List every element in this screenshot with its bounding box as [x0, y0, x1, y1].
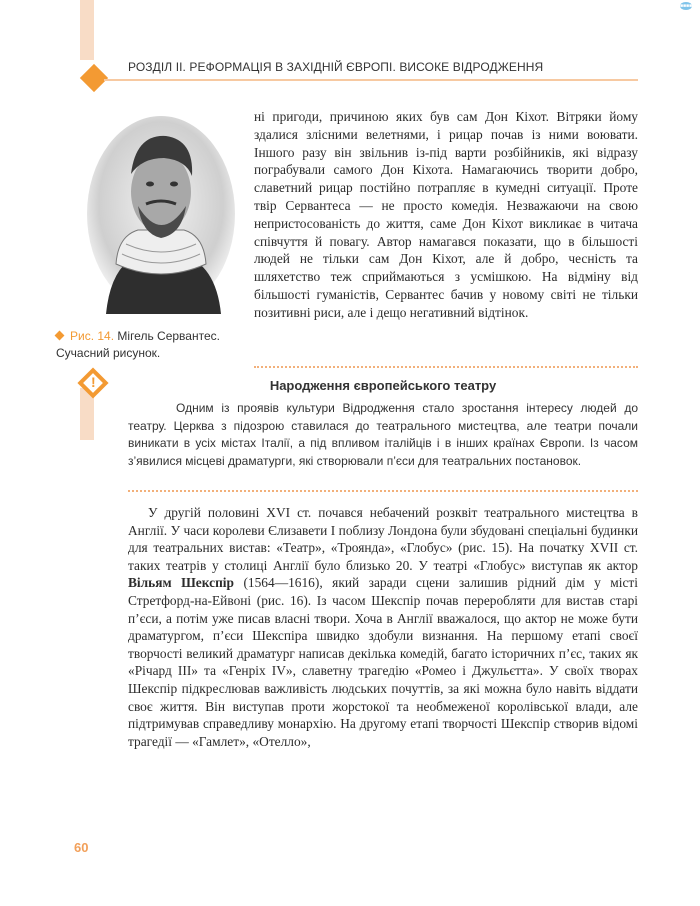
header-diamond-icon: [80, 64, 108, 92]
body-paragraph-main: [128, 504, 638, 750]
figure-label: Рис. 14.: [70, 329, 115, 343]
main-text-part-1: У другій половині XVI ст. почався небачений розквіт театрального мистецтва в Англії. У часи королеви Єлизавети І поблизу Лондона були збудовані спеціальні будинки для театральних вистав: «Театр», «Троянда», «Глобус» (рис. 15). На початку XVII ст. таких театрів у столиці Англії було близько 20. У театрі «Глобус» виступав як актор: [128, 505, 638, 573]
dotted-divider-lower: [128, 490, 638, 492]
shakespeare-name: Вільям Шекспір: [128, 575, 234, 591]
dotted-divider-upper: [254, 366, 638, 368]
figure-caption-text: Мігель Сервантес. Сучасний рисунок.: [56, 329, 220, 360]
publisher-logo-icon: ■■■■: [680, 3, 693, 9]
header-rule: [104, 79, 638, 81]
main-text-part-2: (1564—1616), який заради сцени залишив рідний дім у місті Стретфорд-на-Ейвоні (рис. 16). Із часом Шекспір почав переробляти для вистав старі п’єси, а потім уже писав власні твори. Хоча в Англії вважалося, що актор не може бути драматургом, п’єси Шекспіра швидко здобули визнання. На першому етапі своєї творчості великий драматург написав декілька комедій, багато історичних п’єс, таких як «Річард ІІІ» та «Генріх IV», славетну трагедію «Ромео і Джульєтта». У своїх творах Шекспір підкреслював важливість людських почуттів, за які можна було навіть віддати своє життя. Він виступав проти жорстокої та необмеженої королівської влади, але підтримував справедливу монархію. На другому етапі творчості Шекспір створив відомі трагедії — «Гамлет», «Отелло»,: [128, 575, 638, 749]
exclamation-icon: !: [91, 374, 96, 390]
caption-diamond-icon: [55, 331, 65, 341]
chapter-header-title: РОЗДІЛ ІІ. РЕФОРМАЦІЯ В ЗАХІДНІЙ ЄВРОПІ. ВИСОКЕ ВІДРОДЖЕННЯ: [128, 60, 544, 74]
margin-decor-bar: [80, 0, 94, 60]
figure-caption: [56, 328, 232, 362]
cervantes-portrait-image: [86, 114, 236, 314]
page-number: 60: [74, 840, 89, 855]
body-paragraph-top: ні пригоди, причиною яких був сам Дон Кіхот. Вітряки йому здалися злісними велетнями, і рицар почав із ними воювати. Іншого разу він звільнив із-під варти розбійників, які відразу пограбували самого Дон Кіхота. Намагаючись творити добро, славетний рицар постійно потрапляє в кумедні ситуації. Проте твір Сервантеса — не просто комедія. Незважаючи на свою непристосованість до життя, саме Дон Кіхот викликає в читача співчуття й повагу. Автор намагався показати, що в більшості людей не тільки сам Дон Кіхот, але й добро, чесність та шляхетство теж сприймаються з усмішкою. На відміну від більшості гуманістів, Сервантес бачив у новому світі не тільки позитивні риси, але і дещо негативний відтінок.: [254, 109, 638, 320]
info-box-title: Народження європейського театру: [269, 378, 497, 393]
info-box-body: Одним із проявів культури Відродження стало зростання інтересу людей до театру. Церква з підозрою ставилася до театрального мистецтва, але театри почали виникати в усіх містах Італії, а під впливом італійців і в інших країнах Європи. Із часом з’явилися місцеві драматурги, які створювали п’єси для театральних постановок.: [128, 401, 638, 468]
